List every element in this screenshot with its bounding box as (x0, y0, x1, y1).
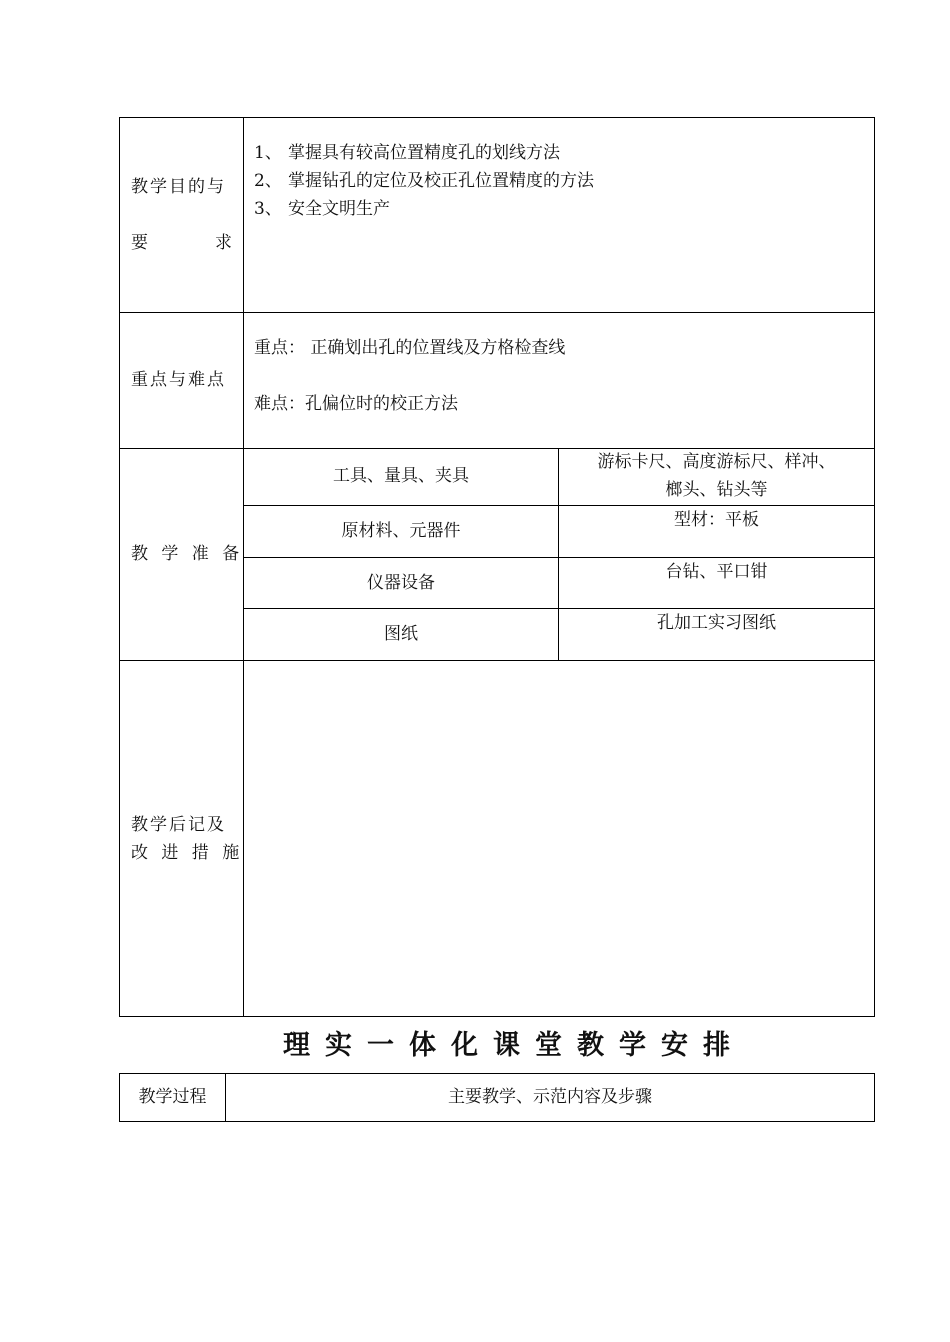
column-header-content: 主要教学、示范内容及步骤 (448, 1087, 652, 1107)
prep-item-name: 图纸 (384, 624, 418, 644)
table-divider (243, 505, 875, 506)
prep-item-value: 台钻、平口钳 (665, 562, 768, 582)
table-divider (243, 117, 244, 1017)
objective-item: 安全文明生产 (288, 199, 390, 219)
objective-item: 掌握具有较高位置精度孔的划线方法 (288, 143, 560, 163)
prep-item-value: 游标卡尺、高度游标尺、样冲、 (597, 452, 836, 472)
difficulty-text: 难点：孔偏位时的校正方法 (254, 394, 458, 414)
column-header-process: 教学过程 (138, 1087, 207, 1107)
table-border-right (874, 117, 875, 1017)
objectives-label-part: 要 (131, 233, 150, 253)
reflection-content (254, 680, 864, 1000)
prep-item-value: 型材：平板 (674, 510, 759, 530)
objective-item: 掌握钻孔的定位及校正孔位置精度的方法 (288, 171, 594, 191)
reflection-label: 改 进 措 施 (131, 843, 244, 863)
table-border-top (119, 1073, 875, 1074)
schedule-title: 理实一体化课堂教学安排 (283, 1030, 745, 1061)
table-border-bottom (119, 1121, 875, 1122)
prep-item-name: 工具、量具、夹具 (333, 466, 469, 486)
prep-item-name: 原材料、元器件 (341, 521, 461, 541)
objectives-label: 教学目的与 (131, 177, 226, 197)
table-divider (119, 660, 875, 661)
prep-item-value: 孔加工实习图纸 (657, 613, 776, 633)
table-border-left (119, 117, 120, 1017)
objective-item-number: 3、 (254, 199, 282, 219)
prep-item-value: 榔头、钻头等 (665, 480, 768, 500)
objective-item-number: 1、 (254, 143, 282, 163)
prep-item-name: 仪器设备 (367, 573, 435, 593)
key-points-label: 重点与难点 (131, 370, 226, 390)
table-divider (119, 448, 875, 449)
table-border-top (119, 117, 875, 118)
objectives-label-part: 求 (215, 233, 234, 253)
table-border-right (874, 1073, 875, 1122)
table-divider (243, 557, 875, 558)
preparation-label: 教 学 准 备 (131, 544, 244, 564)
reflection-label: 教学后记及 (131, 815, 226, 835)
table-border-bottom (119, 1016, 875, 1017)
key-point-text: 重点： 正确划出孔的位置线及方格检查线 (254, 338, 566, 358)
objective-item-number: 2、 (254, 171, 282, 191)
table-divider (119, 312, 875, 313)
table-divider (243, 608, 875, 609)
